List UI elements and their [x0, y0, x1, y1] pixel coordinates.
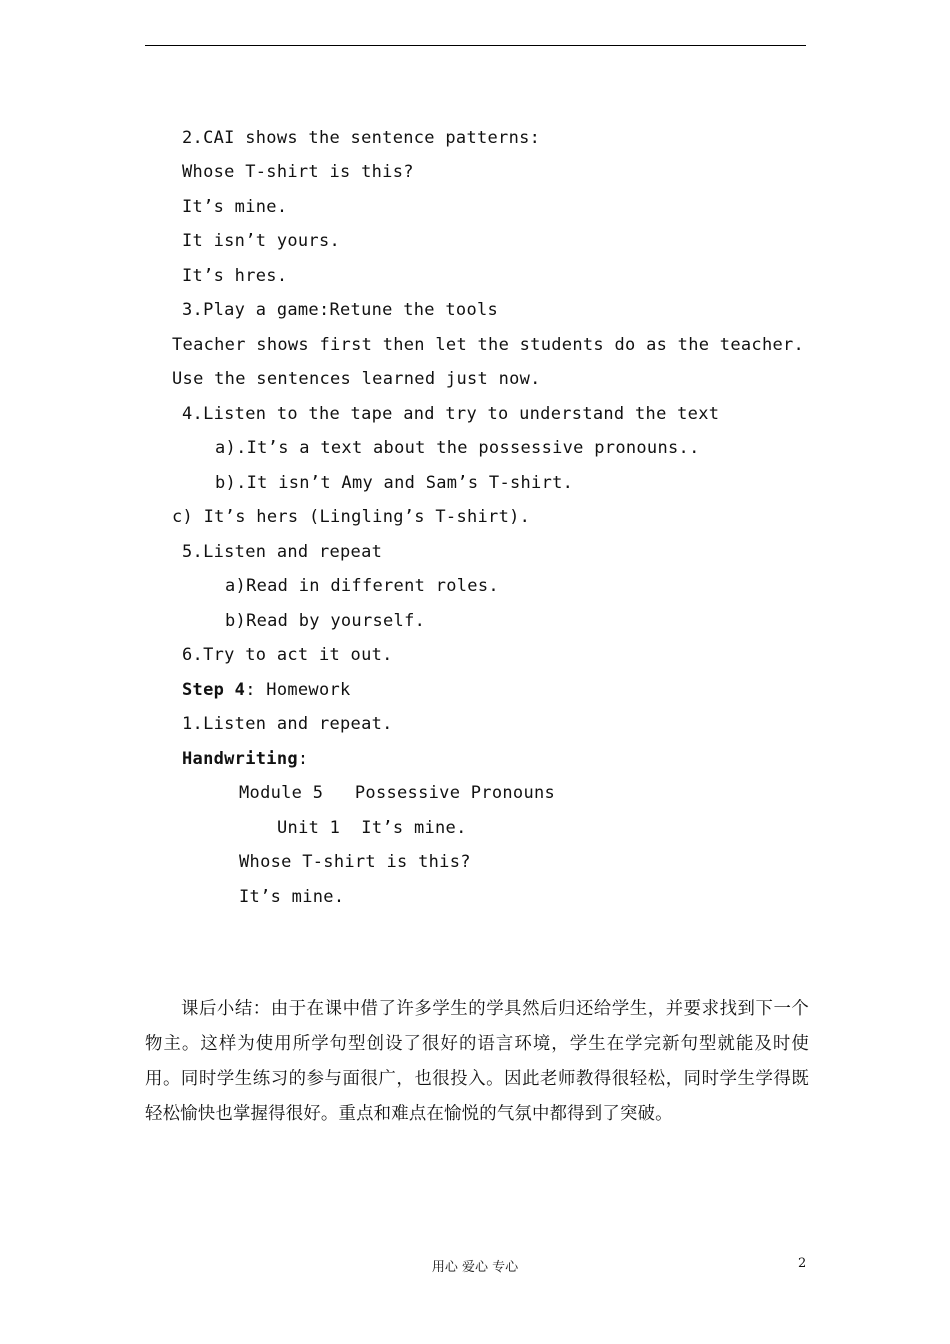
line-item-c: c) It’s hers (Lingling’s T-shirt). — [172, 507, 531, 527]
header-rule — [145, 45, 806, 46]
lesson-summary: 课后小结：由于在课中借了许多学生的学具然后归还给学生，并要求找到下一个物主。这样为使用所学句型创设了很好的语言环境，学生在学完新句型就能及时使用。同时学生练习的参与面很广，也很投入。因此老师教得很轻松，同时学生学得既轻松愉快也掌握得很好。重点和难点在愉悦的气氛中都得到了突破。 — [145, 999, 809, 1124]
handwriting-module: Module 5 Possessive Pronouns — [239, 783, 556, 803]
line-its-mine: It’s mine. — [182, 197, 288, 217]
line-read-yourself: b)Read by yourself. — [225, 611, 426, 631]
handwriting-label: Handwriting — [182, 749, 298, 769]
handwriting-heading — [182, 748, 308, 770]
line-item-b: b).It isn’t Amy and Sam’s T-shirt. — [215, 473, 574, 493]
homework-item: 1.Listen and repeat. — [182, 714, 393, 734]
handwriting-colon: : — [297, 749, 309, 769]
line-listen-tape: 4.Listen to the tape and try to understand the text — [182, 404, 720, 424]
line-its-hres: It’s hres. — [182, 266, 288, 286]
line-play-game: 3.Play a game:Retune the tools — [182, 300, 499, 320]
step4-heading — [182, 679, 351, 701]
handwriting-answer: It’s mine. — [239, 887, 345, 907]
step4-title: : Homework — [245, 680, 351, 700]
page-number: 2 — [798, 1256, 807, 1271]
line-use-sentences: Use the sentences learned just now. — [172, 369, 541, 389]
footer-motto: 用心 爱心 专心 — [431, 1260, 519, 1275]
line-whose-tshirt: Whose T-shirt is this? — [182, 162, 414, 182]
line-sentence-patterns: 2.CAI shows the sentence patterns: — [182, 128, 541, 148]
step4-label: Step 4 — [182, 680, 246, 700]
line-item-a: a).It’s a text about the possessive pronouns.. — [215, 438, 700, 458]
line-read-roles: a)Read in different roles. — [225, 576, 499, 596]
line-teacher-shows: Teacher shows first then let the students do as the teacher. — [172, 335, 805, 355]
line-listen-repeat: 5.Listen and repeat — [182, 542, 383, 562]
handwriting-unit: Unit 1 It’s mine. — [277, 818, 467, 838]
line-act-out: 6.Try to act it out. — [182, 645, 393, 665]
handwriting-question: Whose T-shirt is this? — [239, 852, 471, 872]
line-it-isnt-yours: It isn’t yours. — [182, 231, 341, 251]
